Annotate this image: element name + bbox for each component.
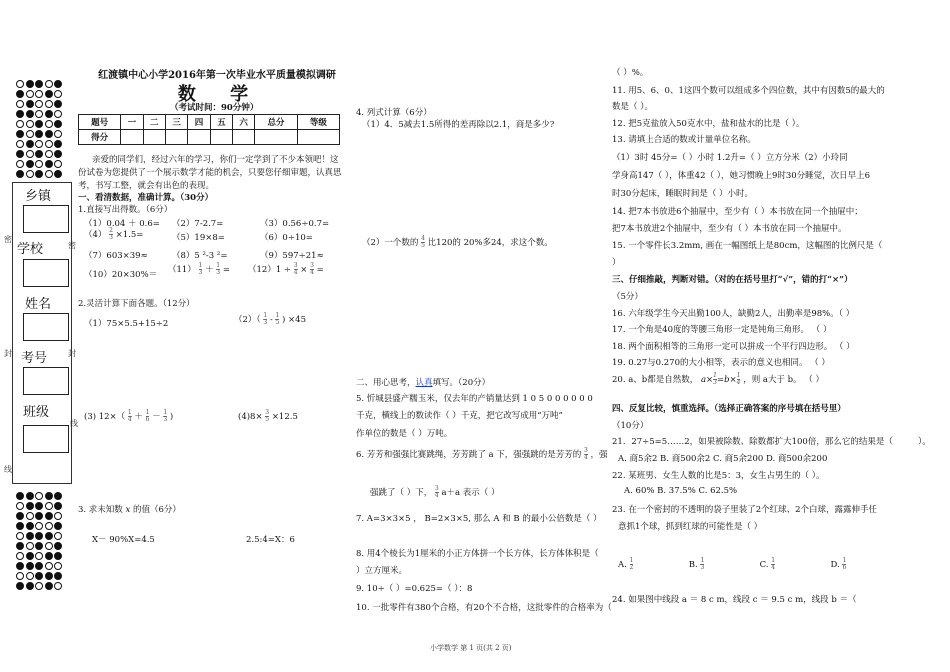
exam-number-field[interactable]: [23, 367, 69, 395]
subsection-1-3-text: 的值（6分）: [130, 505, 181, 515]
subsection-1-1: 1.直接写出得数。（6分）: [78, 205, 173, 215]
seal-char: 线: [4, 465, 12, 474]
simplify-3-op: ＋: [134, 412, 143, 422]
sidebar-label-class: 班级: [23, 405, 50, 420]
calc-12-op: ×: [300, 265, 308, 275]
simplify-4-label: (4)8×: [238, 412, 263, 422]
score-cell: 等级: [297, 115, 339, 130]
fraction-den: 3: [263, 319, 268, 326]
simplify-4-rest: ×12.5: [271, 412, 298, 422]
sidebar-label-name: 姓名: [25, 297, 52, 312]
question-13-line3: 时30分起床，睡眠时间是（ ）小时。: [612, 189, 754, 199]
question-13-line2: 学身高147（ ），体重42（ ），她习惯晚上9时30分睡觉，次日早上6: [612, 171, 871, 181]
choice-21: 21．27÷5=5……2，如果被除数、除数都扩大100倍，那么它的结果是（: [612, 437, 893, 447]
question-11: 11. 用5、6、0、1这四个数可以组成多个四位数，其中有因数5的最大的: [612, 86, 885, 96]
calc-11: [168, 263, 230, 276]
question-15-cont: ）: [612, 258, 621, 268]
question-10: 10. 一批零件有380个合格，有20个不合格，这批零件的合格率为（: [356, 603, 612, 613]
fraction-num: 3: [434, 485, 439, 492]
score-table: [78, 114, 340, 145]
subsection-1-3: [78, 503, 181, 515]
question-6: [356, 448, 608, 461]
fraction-den: 5: [265, 416, 270, 423]
exam-time-note: （考试时间：90分钟）: [170, 103, 259, 113]
subsection-1-2: 2.灵活计算下面各题。（12分）: [78, 299, 195, 309]
fraction: [199, 263, 203, 276]
score-input-cell[interactable]: [255, 130, 297, 145]
calc-9: （9）597÷21≈: [260, 251, 324, 261]
fraction: [216, 263, 220, 276]
simplify-2-close: ) ×45: [282, 315, 306, 325]
fraction-num: 3: [584, 447, 588, 454]
question-8-line2: ）立方厘米。: [356, 566, 408, 576]
judge-20-text: ，则 a大于 b。 （ ）: [743, 375, 825, 385]
fraction-den: 3: [109, 234, 113, 241]
judge-17: 17. 一个角是40度的等腰三角形一定是钝角三角形。 （ ）: [612, 325, 832, 335]
question-7: 7. A=3×3×5 ， B=2×3×5, 那么 A 和 B 的最小公倍数是（ ）: [356, 514, 602, 524]
fraction-den: 3: [198, 269, 203, 276]
fraction-num: 1: [198, 262, 203, 269]
equation-2: 2.5:4=X：6: [246, 535, 295, 545]
question-13: 13. 请填上合适的数或计量单位名称。: [612, 135, 756, 145]
fraction-den: 5: [421, 242, 425, 249]
score-cell: 四: [188, 115, 210, 130]
simplify-2-open: （2）（: [234, 315, 261, 325]
choice-24: 24. 如果图中线段 a ＝ 8 c m，线段 c ＝ 9.5 c m，线段 b ＝（: [612, 595, 857, 605]
score-input-cell[interactable]: [297, 130, 339, 145]
choice-22: 22. 某班男、女生人数的比是5：3，女生占男生的（ ）。: [612, 471, 825, 481]
fraction: [435, 486, 439, 499]
calc-11-op: ＋: [205, 265, 214, 275]
option-a: A.: [618, 560, 627, 570]
fraction-num: 3: [293, 262, 298, 269]
town-field[interactable]: [23, 205, 69, 233]
fraction-num: 2: [109, 227, 113, 234]
fraction: [275, 313, 279, 326]
simplify-3-open: (3) 12×（: [84, 412, 126, 422]
simplify-3-close: ): [169, 412, 174, 422]
variable-x: x: [125, 505, 131, 515]
subsection-1-3-text: 3. 求未知数: [78, 505, 126, 515]
score-table-score-row: [79, 130, 340, 145]
option-d: D.: [830, 560, 840, 570]
simplify-3-op: －: [152, 412, 161, 422]
question-5-line3: 作单位的数是（ ）万吨。: [356, 429, 453, 439]
calc-12-eq: =: [316, 265, 324, 275]
score-input-cell[interactable]: [210, 130, 232, 145]
calc-2: （2）7-2.7=: [172, 219, 224, 229]
fraction-num: 1: [127, 409, 132, 416]
judge-20-formula: a× $\frac{1}{3}$ =b× $\frac{1}{4}$: [700, 372, 741, 386]
score-cell: 一: [121, 115, 143, 130]
question-12: 12. 把5克盐放入50克水中，盐和盐水的比是（ ）。: [612, 119, 805, 129]
question-5-line2: 千克，横线上的数读作（ ）千克，把它改写成用“万吨”: [356, 411, 563, 421]
calc-6: （6）0÷10=: [260, 233, 313, 243]
score-input-cell[interactable]: [143, 130, 165, 145]
section-4-points: （10分）: [612, 421, 649, 431]
judge-18: 18. 两个面积相等的三角形一定可以拼成一个平行四边形。 （ ）: [612, 342, 855, 352]
fraction-den: 4: [584, 454, 588, 461]
option-c: C.: [759, 560, 769, 570]
intro-line: 亲爱的同学们，经过六年的学习，你们一定学到了不少本领吧！这: [92, 155, 339, 165]
score-input-cell[interactable]: [188, 130, 210, 145]
fraction-den: 3: [216, 269, 221, 276]
fraction: [310, 263, 314, 276]
sidebar-label-town: 乡镇: [25, 189, 52, 204]
question-6-text: 6. 芳芳和强强比赛跳绳，芳芳跳了 a 下，强强跳的是芳芳的: [356, 450, 582, 460]
score-cell: 六: [233, 115, 255, 130]
section-2-heading-text: 填写。（20分）: [432, 378, 491, 388]
sidebar-label-exam-number: 考号: [21, 351, 48, 366]
seal-char: 线: [70, 419, 78, 428]
question-9: 9. 10÷（ ）=0.625=（ ）：8: [356, 584, 473, 594]
score-cell: 总分: [255, 115, 297, 130]
calc-7: （7）603×39≈: [84, 251, 148, 261]
exam-title: 红渡镇中心小学2016年第一次毕业水平质量模拟调研: [98, 70, 336, 81]
calc-1: （1）0.04 ＋ 0.6=: [84, 219, 160, 229]
fraction: [263, 313, 267, 326]
score-cell: 三: [165, 115, 187, 130]
fraction-num: 4: [421, 235, 425, 242]
calc-8: （8）5 ²-3 ²=: [172, 251, 228, 261]
fraction-den: 4: [310, 269, 314, 276]
question-15: 15. 一个零件长3.2mm, 画在一幅图纸上是80cm，这幅图的比例尺是（: [612, 241, 883, 251]
subject-title: 数 学: [177, 84, 263, 105]
seal-char: 密: [4, 235, 12, 244]
score-input-cell[interactable]: [121, 130, 143, 145]
question-6-text: a＋a 表示（ ）: [441, 488, 500, 498]
simplify-4: [238, 410, 298, 423]
calc-3: （3）0.56÷0.7=: [260, 219, 330, 229]
intro-line: 份试卷为您提供了一个展示数学才能的机会，只要您仔细审题，认真思: [78, 168, 342, 178]
simplify-2-op: -: [269, 315, 273, 325]
class-field[interactable]: [23, 425, 69, 453]
fraction: [294, 263, 298, 276]
judge-16: 16. 六年级学生今天出勤100人，缺勤2人，出勤率是98%。（ ）: [612, 309, 855, 319]
question-14: 14. 把7本书放进6个抽屉中，至少有（ ）本书放在同一个抽屉中；: [612, 207, 863, 217]
fraction-den: 4: [293, 269, 298, 276]
score-table-header-row: [79, 115, 340, 130]
fraction: $\frac{1}{4}$: [771, 557, 776, 571]
fraction-num: 1: [163, 409, 168, 416]
fraction: [584, 448, 588, 461]
calc-5: （5）19×8=: [172, 233, 225, 243]
score-input-cell[interactable]: [233, 130, 255, 145]
intro-line: 考，书写工整，就会有出色的表现。: [78, 181, 215, 191]
section-2-heading-text: 二、用心思考，: [356, 378, 416, 388]
fraction-num: 3: [265, 409, 270, 416]
word-problem-2: [362, 236, 553, 249]
question-13-line1: （1）3时 45分=（ ）小时 1.2升=（ ）立方分米（2）小玲同: [612, 153, 848, 163]
section-4-heading: 四、反复比较，慎重选择。（选择正确答案的序号填在括号里）: [612, 404, 846, 414]
choice-21-options: A. 商5余2 B. 商500余2 C. 商5余200 D. 商500余200: [618, 454, 828, 464]
option-b: B.: [688, 560, 698, 570]
section-2-heading: [356, 376, 490, 388]
fraction: [163, 410, 167, 423]
question-6-line2: [370, 486, 499, 499]
calc-4: [84, 228, 143, 241]
fraction-num: 1: [145, 409, 150, 416]
question-11-line2: 数是（ ）。: [612, 102, 653, 112]
fraction-num: 3: [310, 262, 314, 269]
fraction: [128, 410, 132, 423]
fraction-den: 3: [163, 416, 168, 423]
choice-22-options: A. 60% B. 37.5% C. 62.5%: [624, 486, 738, 496]
section-2-link[interactable]: 认真: [415, 378, 433, 388]
equation-1: X－ 90%X=4.5: [92, 535, 155, 545]
calc-12: [248, 263, 324, 276]
judge-19: 19. 0.27与0.270的大小相等，表示的意义也相同。 （ ）: [612, 358, 830, 368]
question-6-text: ，强: [590, 450, 608, 460]
score-cell: 得分: [79, 130, 121, 145]
score-cell: 题号: [79, 115, 121, 130]
word-problem-1: （1）4．5减去1.5所得的差再除以2.1，商是多少?: [362, 120, 555, 130]
fraction: $\frac{1}{6}$: [842, 557, 847, 571]
choice-21-cont: ）。: [918, 437, 931, 447]
fraction: [421, 236, 425, 249]
score-cell: 五: [210, 115, 232, 130]
fraction-num: 1: [216, 262, 221, 269]
score-cell: 二: [143, 115, 165, 130]
name-field[interactable]: [23, 313, 69, 341]
fraction: $\frac{1}{3}$: [700, 557, 705, 571]
fraction-num: 1: [275, 312, 280, 319]
seal-char: 密: [68, 241, 76, 250]
calc-11-label: （11）: [168, 265, 196, 275]
section-3-points: （5分）: [612, 292, 643, 302]
simplify-2: [234, 313, 306, 326]
calc-4-label: （4）: [84, 230, 107, 240]
question-5: 5. 忻城县盛产糯玉米，仅去年的产销量达到 1 0 5 0 0 0 0 0 0: [356, 394, 593, 404]
fraction: [109, 228, 113, 241]
dot-strip-bottom: [16, 492, 62, 590]
fraction-den: 6: [145, 416, 150, 423]
question-14-line2: 把7本书放进2个抽屉中，至少有（ ）本书放在同一个抽屉中。: [612, 224, 847, 234]
calc-4-rest: ×1.5=: [115, 230, 144, 240]
judge-20-text: 20. a、b都是自然数，: [612, 375, 699, 385]
seal-char: 封: [4, 349, 12, 358]
judge-20: [612, 373, 824, 386]
seal-char: 封: [68, 349, 76, 358]
sidebar-label-school: 学校: [17, 242, 44, 257]
score-input-cell[interactable]: [165, 130, 187, 145]
page-footer: 小学数学 第 1 页(共 2 页): [430, 644, 512, 652]
calc-11-eq: =: [222, 265, 230, 275]
fraction-den: 4: [127, 416, 132, 423]
question-8: 8. 用4个棱长为1厘米的小正方体拼一个长方体，长方体体积是（: [356, 549, 599, 559]
choice-23-line2: 意抓1个球，抓到红球的可能性是（ ）: [618, 522, 763, 532]
fraction: [146, 410, 150, 423]
school-field[interactable]: [23, 259, 69, 287]
simplify-3: [84, 410, 173, 423]
question-10-cont: （ ）%。: [612, 68, 649, 78]
section-3-heading: 三、仔细推敲，判断对错。（对的在括号里打“√”，错的打“×”）: [612, 275, 853, 285]
fraction-num: 1: [263, 312, 268, 319]
fraction-den: 5: [275, 319, 280, 326]
calc-10: （10）20×30%＝: [84, 270, 158, 280]
section-1-heading: 一、看清数据，准确计算。（30分）: [78, 193, 214, 203]
choice-23: 23. 在一个密封的不透明的袋子里装了2个红球、2个白球，露露伸手任: [612, 505, 878, 515]
student-info-sidebar: [12, 182, 72, 484]
fraction: $\frac{1}{2}$: [629, 557, 634, 571]
fraction: [265, 410, 269, 423]
section-1-4-heading: 4. 列式计算（6分）: [356, 108, 432, 118]
calc-12-label: （12）1 ÷: [248, 265, 292, 275]
dot-strip-top: [16, 80, 62, 178]
fraction-den: 4: [434, 492, 439, 499]
word-problem-2-text: 比120的 20%多24，求这个数。: [427, 238, 553, 248]
question-6-text: 强跳了（ ）下，: [370, 488, 433, 498]
word-problem-2-text: （2）一个数的: [362, 238, 419, 248]
choice-23-options: [618, 558, 846, 571]
simplify-1: （1）75×5.5+15÷2: [84, 319, 169, 329]
